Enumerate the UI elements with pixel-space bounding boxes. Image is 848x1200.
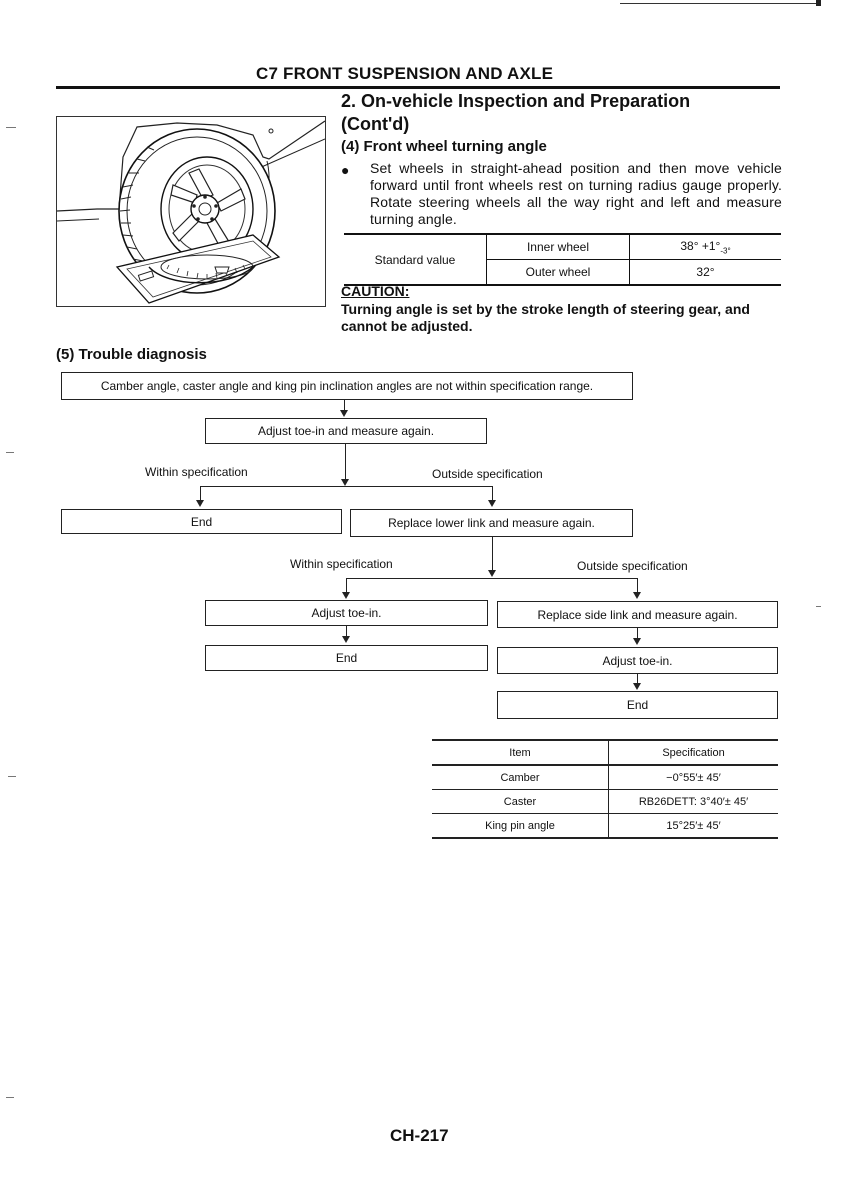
flow-replace-side-link-box (497, 601, 778, 628)
flow-end-text-1: End (190, 514, 213, 529)
flow-start-text: Camber angle, caster angle and king pin inclination angles are not within specification range. (100, 379, 594, 393)
spec-header-spec: Specification (609, 740, 779, 765)
inner-wheel-label: Inner wheel (487, 234, 630, 260)
spec-header-item: Item (432, 740, 609, 765)
arrow-down-icon (488, 570, 496, 577)
flow-end-text-3: End (626, 698, 649, 712)
specification-table (432, 739, 778, 839)
spec-value: 15°25′± 45′ (609, 814, 779, 839)
top-rule-mark (816, 0, 821, 6)
flow-adjust-toe-b-text: Adjust toe-in. (602, 653, 673, 668)
header-rule (56, 86, 780, 89)
spec-value: −0°55′± 45′ (609, 765, 779, 790)
inner-wheel-tolerance: -3° (720, 246, 731, 256)
flow-replace-lower-link-text: Replace lower link and measure again. (388, 516, 595, 530)
wheel-illustration (56, 116, 326, 307)
flow-branch-line (346, 578, 637, 579)
section-heading-cont: (Cont'd) (341, 114, 410, 134)
caution-heading: CAUTION: (341, 283, 410, 299)
section-title: C7 FRONT SUSPENSION AND AXLE (256, 64, 554, 83)
label-within-spec-2: Within specification (290, 557, 393, 571)
spec-item: Camber (432, 765, 609, 790)
arrow-down-icon (488, 500, 496, 507)
page-number: CH-217 (390, 1126, 449, 1145)
arrow-down-icon (633, 638, 641, 645)
table-row (432, 765, 778, 790)
arrow-down-icon (196, 500, 204, 507)
flow-branch-line (200, 486, 492, 487)
flow-connector (346, 578, 347, 593)
outer-wheel-value: 32° (630, 260, 782, 286)
arrow-down-icon (341, 479, 349, 486)
spec-item: King pin angle (432, 814, 609, 839)
label-within-spec-1: Within specification (145, 465, 248, 479)
flow-end-box-1 (61, 509, 342, 534)
subheading-turning-angle: (4) Front wheel turning angle (341, 138, 547, 155)
arrow-down-icon (633, 592, 641, 599)
flow-end-box-2 (205, 645, 488, 671)
flow-start-box (61, 372, 633, 400)
margin-mark (6, 127, 16, 128)
flow-connector (200, 486, 201, 501)
table-row (432, 790, 778, 814)
flow-adjust-toe-a-text: Adjust toe-in. (311, 606, 382, 620)
bullet-icon: ● (341, 162, 350, 178)
inner-wheel-value (630, 234, 782, 260)
outer-wheel-label: Outer wheel (487, 260, 630, 286)
caution-text: Turning angle is set by the stroke length of steering gear, and cannot be adjusted. (341, 301, 750, 334)
wheel-on-gauge-drawing (57, 117, 325, 306)
margin-mark (6, 452, 14, 453)
flow-adjust-toe-box (205, 418, 487, 444)
table-row (432, 814, 778, 839)
arrow-down-icon (633, 683, 641, 690)
spec-item: Caster (432, 790, 609, 814)
top-rule (620, 3, 820, 4)
margin-mark (6, 1097, 14, 1098)
flow-end-text-2: End (335, 651, 358, 665)
flow-connector (637, 578, 638, 593)
arrow-down-icon (342, 592, 350, 599)
flow-replace-lower-link-box (350, 509, 633, 537)
arrow-down-icon (342, 636, 350, 643)
flow-connector (345, 444, 346, 484)
flow-connector (492, 486, 493, 501)
label-outside-spec-1: Outside specification (432, 467, 543, 481)
section-heading: 2. On-vehicle Inspection and Preparation (341, 91, 691, 111)
margin-mark (8, 776, 16, 777)
margin-mark (816, 606, 821, 607)
inner-wheel-angle: 38° +1° (680, 238, 721, 253)
spec-value: RB26DETT: 3°40′± 45′ (609, 790, 779, 814)
flow-end-box-3 (497, 691, 778, 719)
std-row-label: Standard value (344, 234, 487, 285)
turning-instructions: Set wheels in straight-ahead position and then move vehicle forward until front wheels rest on turning radius gauge properly. Rotate steering wheels all the way right and left and measure turning angle. (370, 160, 782, 227)
standard-value-table (344, 233, 781, 286)
flow-adjust-toe-a-box (205, 600, 488, 626)
flow-replace-side-link-text: Replace side link and measure again. (537, 607, 738, 622)
flow-adjust-toe-b-box (497, 647, 778, 674)
trouble-diagnosis-heading: (5) Trouble diagnosis (56, 346, 207, 363)
label-outside-spec-2: Outside specification (577, 559, 688, 573)
flow-adjust-toe-text: Adjust toe-in and measure again. (257, 424, 435, 438)
arrow-down-icon (340, 410, 348, 417)
